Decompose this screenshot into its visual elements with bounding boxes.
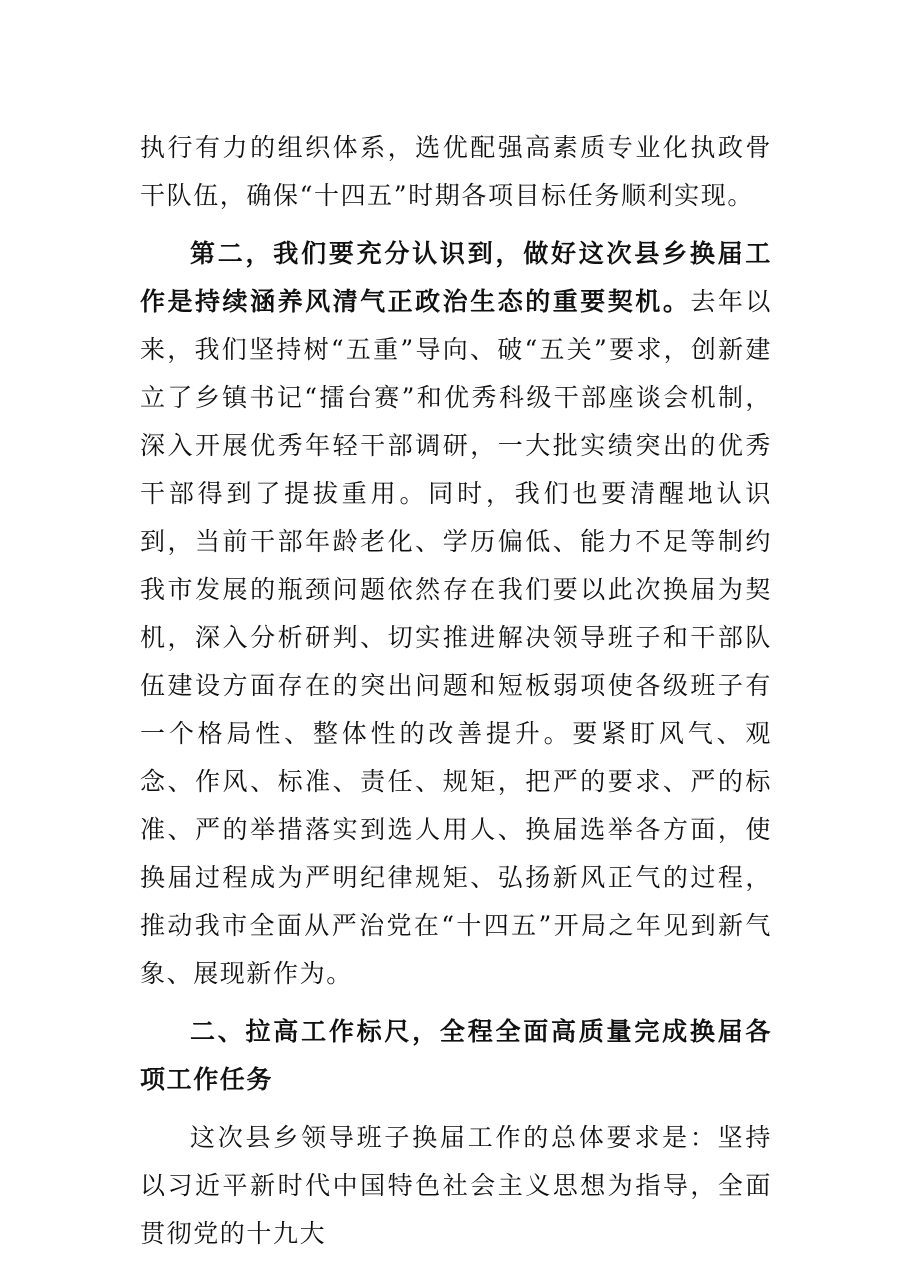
paragraph-body: 去年以来，我们坚持树“五重”导向、破“五关”要求，创新建立了乡镇书记“擂台赛”和优秀科级干部座谈会机制，深入开展优秀年轻干部调研，一大批实绩突出的优秀干部得到了提拔重用。同时，我们也要清醒地认识到，当前干部年龄老化、学历偏低、能力不足等制约我市发展的瓶颈问题依然存在我们要以此次换届为契机，深入分析研判、切实推进解决领导班子和干部队伍建设方面存在的突出问题和短板弱项使各级班子有一个格局性、整体性的改善提升。要紧盯风气、观念、作风、标准、责任、规矩，把严的要求、严的标准、严的举措落实到选人用人、换届选举各方面，使换届过程成为严明纪律规矩、弘扬新风正气的过程，推动我市全面从严治党在“十四五”开局之年见到新气象、展现新作为。 [140, 287, 772, 988]
section-heading: 二、拉高工作标尺，全程全面高质量完成换届各项工作任务 [140, 1017, 772, 1094]
paragraph-second-point [140, 230, 772, 998]
document-body [140, 124, 772, 1258]
paragraph-continuation: 执行有力的组织体系，选优配强高素质专业化执政骨干队伍，确保“十四五”时期各项目标任务顺利实现。 [140, 133, 772, 210]
paragraph-requirements: 这次县乡领导班子换届工作的总体要求是：坚持以习近平新时代中国特色社会主义思想为指导，全面贯彻党的十九大 [140, 1123, 772, 1248]
paragraph-lead-bold: 第二，我们要充分认识到，做好这次县乡换届工作是持续涵养风清气正政治生态的重要契机。 [140, 239, 772, 316]
